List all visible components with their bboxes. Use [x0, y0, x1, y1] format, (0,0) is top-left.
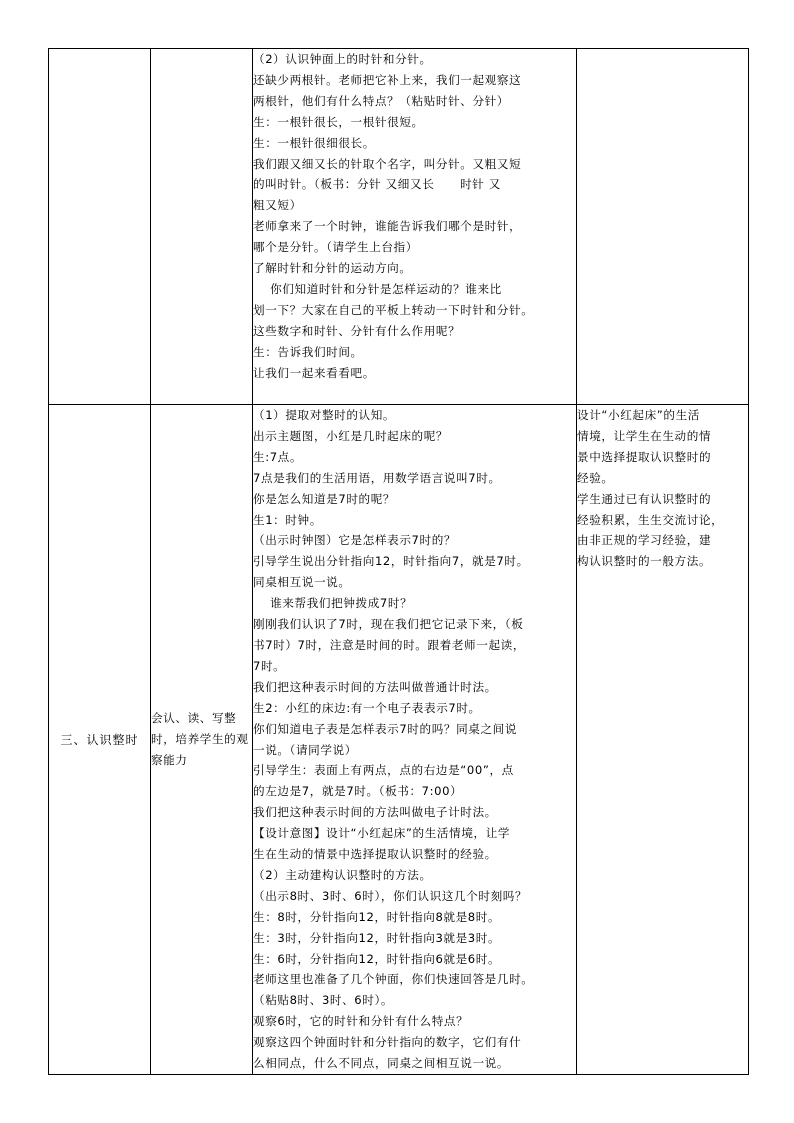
text-line: （出示8时、3时、6时），你们认识这几个时刻吗？	[253, 888, 528, 903]
text-line: 的左边是7，就是7时。（板书：7:00）	[253, 784, 463, 799]
text-line: 了解时针和分针的运动方向。	[253, 261, 412, 276]
intent-lines	[577, 405, 748, 572]
design-intent-cell	[577, 49, 749, 405]
teaching-process-cell	[253, 405, 577, 1075]
text-line: 生:7点。	[253, 449, 303, 464]
process-lines	[253, 49, 576, 384]
text-line: 【设计意图】设计“小红起床”的生活情境，让学	[253, 826, 511, 841]
text-line: （1）提取对整时的认知。	[253, 408, 396, 422]
text-line: 老师拿来了一个时钟，谁能告诉我们哪个是时针，	[253, 219, 522, 234]
text-line: 由非正规的学习经验，建	[577, 533, 712, 548]
text-line: 出示主题图，小红是几时起床的呢？	[253, 428, 449, 443]
text-line: 景中选择提取认识整时的	[577, 449, 712, 464]
text-line: 情境，让学生在生动的情	[577, 428, 712, 443]
text-line: 学生通过已有认识整时的	[577, 491, 712, 506]
text-line: 让我们一起来看看吧。	[253, 365, 375, 380]
text-line: 引导学生说出分针指向12，时针指向7，就是7时。	[253, 554, 529, 569]
text-line: 谁来帮我们把钟拨成7时？	[253, 596, 413, 611]
table-row	[49, 49, 749, 405]
text-line: 经验积累，生生交流讨论，	[577, 512, 724, 527]
text-line: 还缺少两根针。老师把它补上来，我们一起观察这	[253, 72, 522, 87]
text-line: 你们知道电子表是怎样表示7时的吗？同桌之间说	[253, 721, 518, 736]
text-line: 你们知道时针和分针是怎样运动的？谁来比	[253, 281, 502, 296]
text-line: 我们把这种表示时间的方法叫做普通计时法。	[253, 679, 497, 694]
text-line: 老师这里也准备了几个钟面，你们快速回答是几时。	[253, 972, 534, 987]
text-line: 引导学生：表面上有两点，点的右边是“00”，点	[253, 763, 514, 778]
text-line: 我们把这种表示时间的方法叫做电子计时法。	[253, 805, 497, 820]
text-line: 两根针，他们有什么特点？（粘贴时针、分针）	[253, 93, 510, 108]
teaching-process-cell	[253, 49, 577, 405]
text-line: （2）认识钟面上的时针和分针。	[253, 52, 432, 66]
text-line: 刚刚我们认识了7时，现在我们把它记录下来，（板	[253, 617, 524, 632]
text-line: 7时。	[253, 658, 286, 673]
stage-cell	[49, 49, 151, 405]
table-row	[49, 405, 749, 1075]
text-line: （出示时钟图）它是怎样表示7时的？	[253, 533, 457, 548]
design-intent-cell	[577, 405, 749, 1075]
text-line: 7点是我们的生活用语，用数学语言说叫7时。	[253, 470, 501, 485]
text-line: （2）主动建构认识整时的方法。	[253, 867, 432, 882]
text-line: 的叫时针。（板书：分针 又细又长 时针 又	[253, 177, 501, 192]
text-line: 设计“小红起床”的生活	[577, 408, 700, 422]
stage-cell: 三、认识整时	[49, 405, 151, 1075]
text-line: 生：6时，分针指向12，时针指向6就是6时。	[253, 951, 501, 966]
text-line: 同桌相互说一说。	[253, 575, 351, 590]
text-line: 哪个是分针。（请学生上台指）	[253, 240, 418, 255]
lesson-plan-table	[48, 48, 749, 1075]
text-line: 生：一根针很长，一根针很短。	[253, 114, 424, 129]
text-line: （粘贴8时、3时、6时）。	[253, 993, 394, 1008]
text-line: 粗又短）	[253, 198, 302, 213]
text-line: 我们跟又细又长的针取个名字，叫分针。又粗又短	[253, 156, 522, 171]
goal-cell	[151, 49, 253, 405]
text-line: 构认识整时的一般方法。	[577, 554, 712, 569]
text-line: 生：8时，分针指向12，时针指向8就是8时。	[253, 909, 501, 924]
process-lines	[253, 405, 576, 1074]
text-line: 你是怎么知道是7时的呢？	[253, 491, 396, 506]
text-line: 观察这四个钟面时针和分针指向的数字，它们有什	[253, 1035, 522, 1050]
text-line: 划一下？大家在自己的平板上转动一下时针和分针。	[253, 302, 534, 317]
text-line: 生2：小红的床边:有一个电子表表示7时。	[253, 700, 481, 715]
text-line: 生1：时钟。	[253, 512, 322, 527]
text-line: 书7时）7时，注意是时间的时。跟着老师一起读，	[253, 637, 526, 652]
text-line: 生在生动的情景中选择提取认识整时的经验。	[253, 847, 497, 862]
goal-cell: 会认、读、写整时，培养学生的观察能力	[151, 405, 253, 1075]
text-line: 这些数字和时针、分针有什么作用呢？	[253, 323, 461, 338]
text-line: 生：一根针很细很长。	[253, 135, 375, 150]
text-line: 生：3时，分针指向12，时针指向3就是3时。	[253, 930, 501, 945]
text-line: 经验。	[577, 470, 614, 485]
text-line: 观察6时，它的时针和分针有什么特点？	[253, 1014, 469, 1029]
text-line: 么相同点，什么不同点，同桌之间相互说一说。	[253, 1056, 510, 1071]
text-line: 一说。（请同学说）	[253, 742, 357, 757]
text-line: 生：告诉我们时间。	[253, 344, 363, 359]
